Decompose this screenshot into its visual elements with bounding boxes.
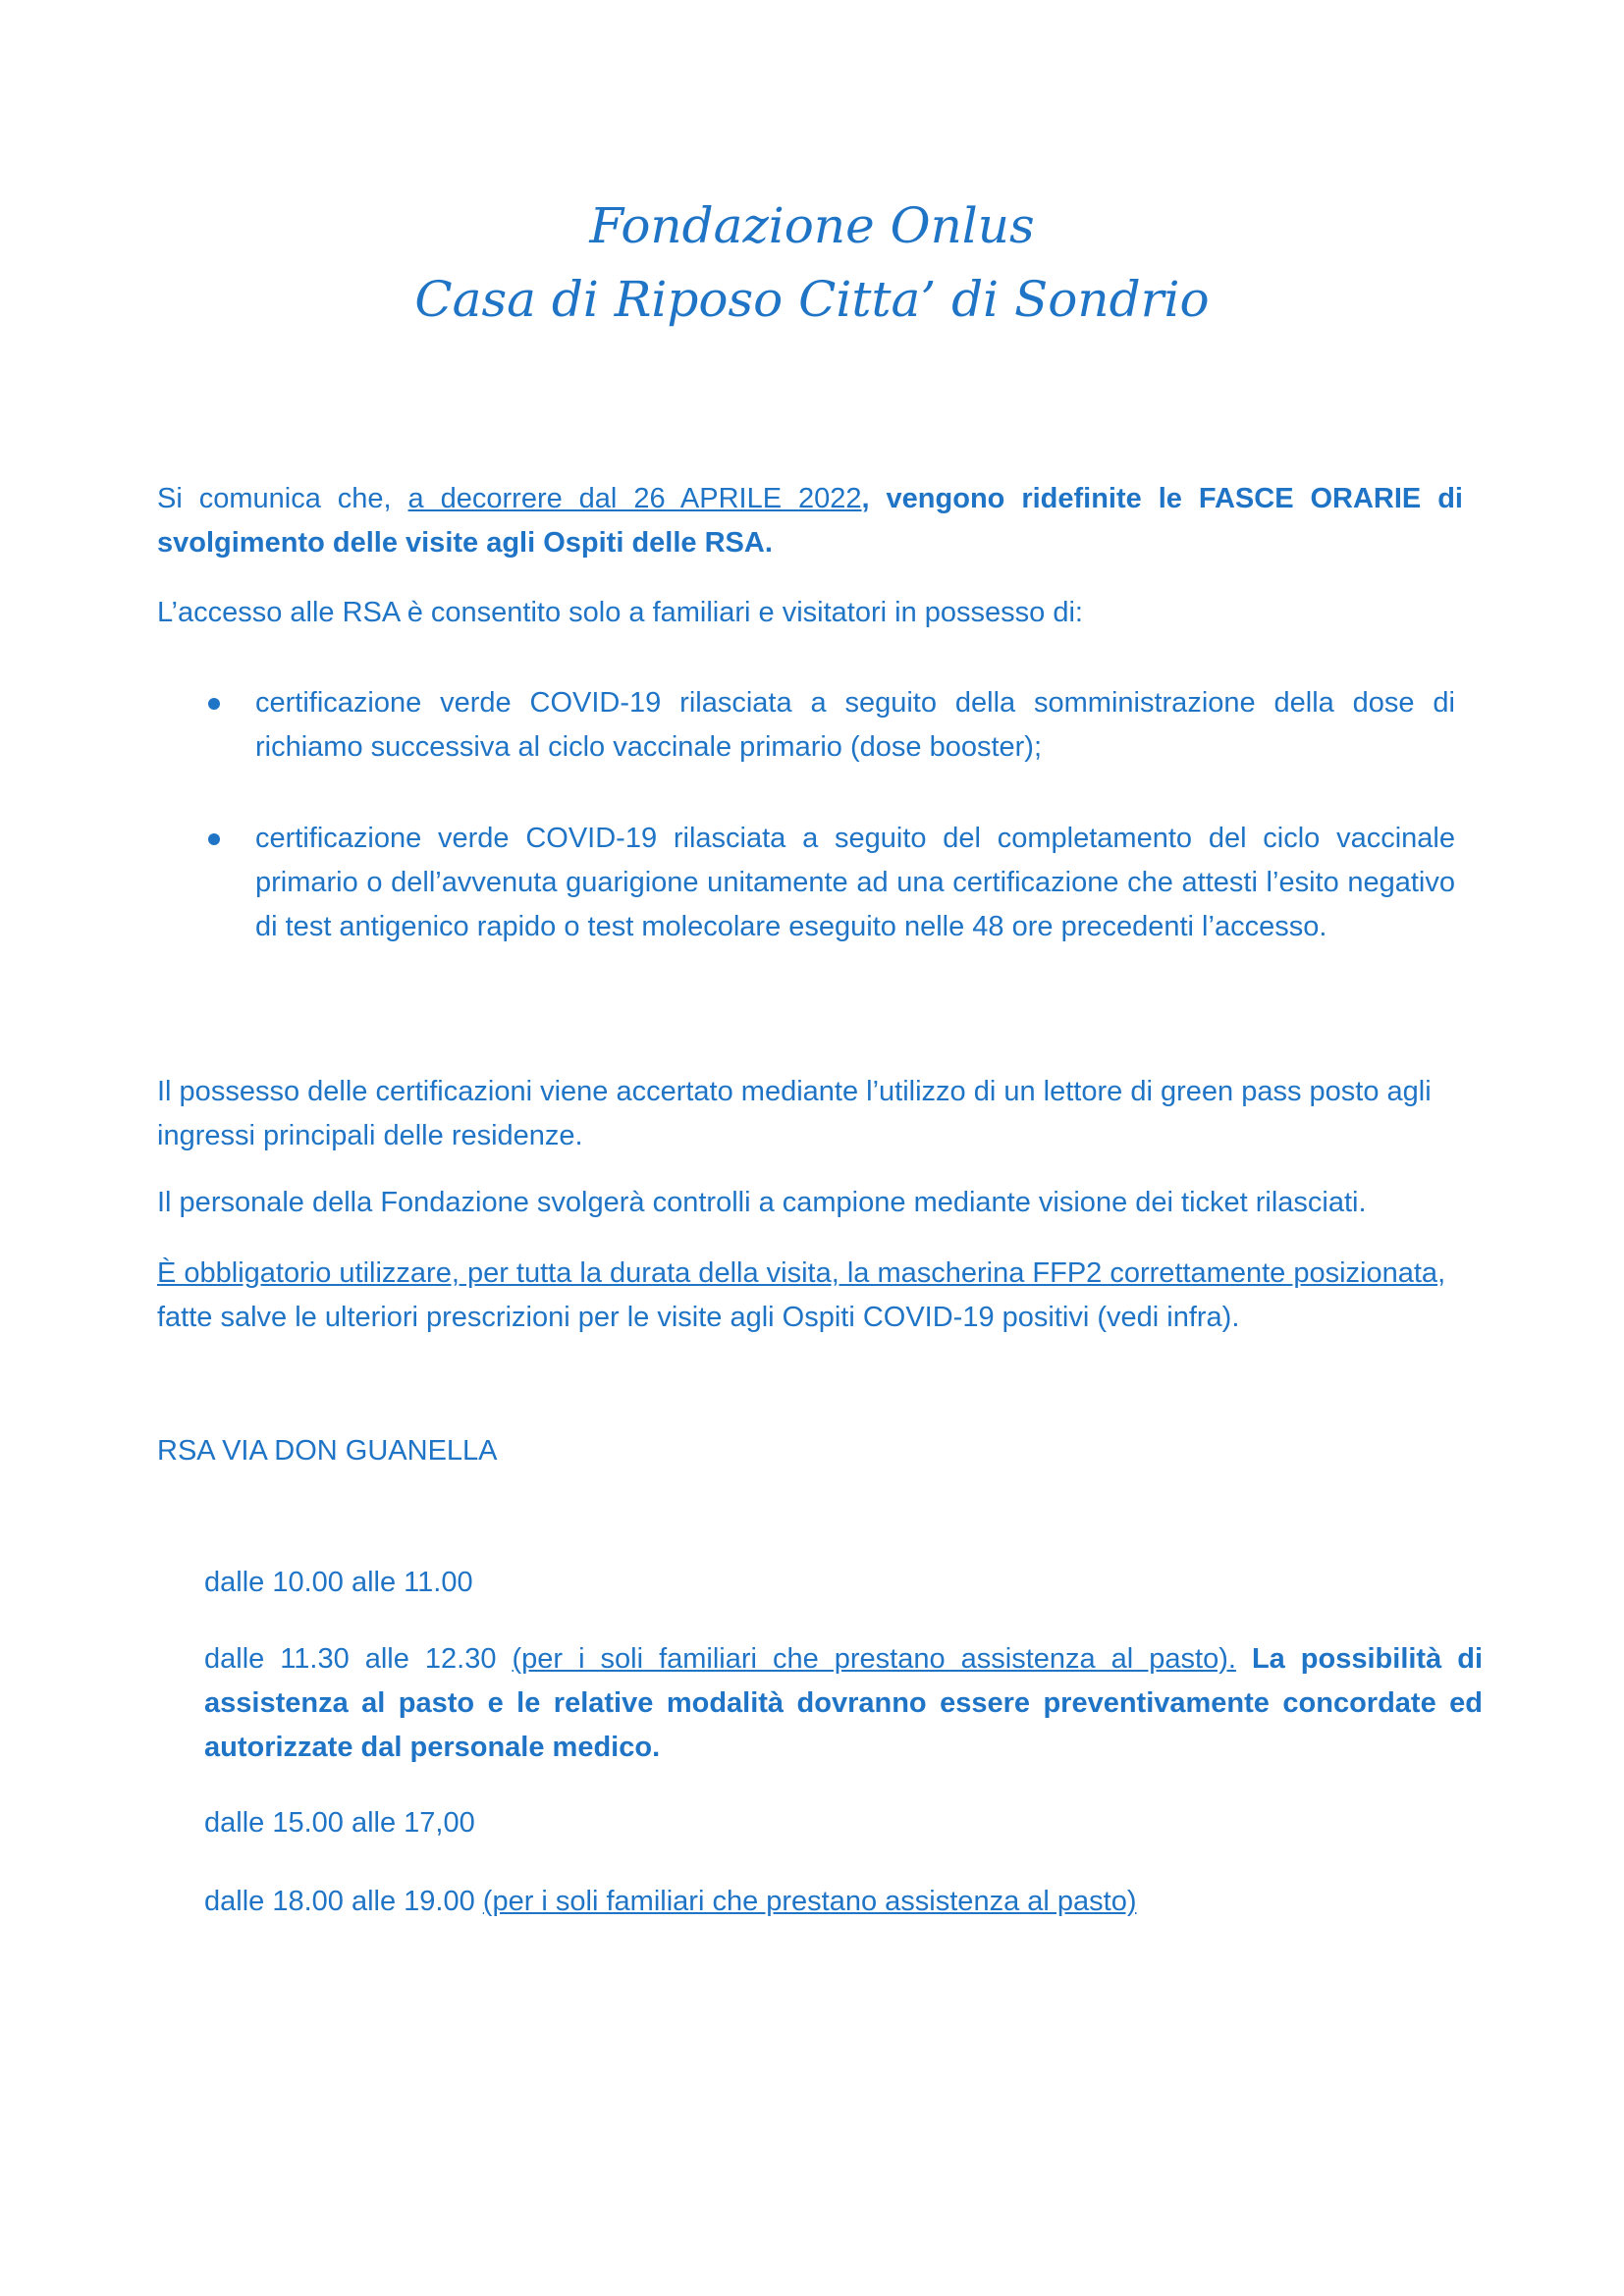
effective-date-link: a decorrere dal 26 APRILE 2022 [407,483,862,514]
schedule-slot-3: dalle 15.00 alle 17,00 [204,1807,475,1839]
slot-2-details: La possibilità di assistenza al pasto e le relative modalità dovranno essere preventivamente concordate ed autorizzate dal personale medico. [204,1643,1484,1763]
requirement-item-1: certificazione verde COVID-19 rilasciata a seguito della somministrazione della dose di richiamo successiva al ciclo vaccinale primario (dose booster); [255,687,1455,763]
title-line-2: Casa di Riposo Citta’ di Sondrio [414,271,1210,328]
mask-paragraph [157,1252,1463,1340]
mask-requirement-rest: , fatte salve le ulteriori prescrizioni per le visite agli Ospiti COVID-19 positivi (vedi infra). [157,1257,1446,1333]
bullet-icon [208,698,220,710]
schedule-slot-1: dalle 10.00 alle 11.00 [204,1567,473,1598]
section-title: RSA VIA DON GUANELLA [157,1435,498,1467]
intro-paragraph [157,477,1463,565]
staff-paragraph: Il personale della Fondazione svolgerà controlli a campione mediante visione dei ticket rilasciati. [157,1187,1367,1218]
bullet-icon [208,833,220,845]
access-paragraph: L’accesso alle RSA è consentito solo a familiari e visitatori in possesso di: [157,597,1083,628]
title-line-1: Fondazione Onlus [589,197,1035,254]
verification-paragraph: Il possesso delle certificazioni viene accertato mediante l’utilizzo di un lettore di green pass posto agli ingressi principali delle residenze. [157,1076,1432,1151]
slot-2-time: dalle 11.30 alle 12.30 [204,1643,513,1675]
slot-4-time: dalle 18.00 alle 19.00 [204,1886,483,1917]
intro-bold-text: , vengono ridefinite le FASCE ORARIE di svolgimento delle visite agli Ospiti delle RSA. [157,483,1463,559]
schedule-slot-2 [204,1637,1483,1770]
mask-requirement-underlined: È obbligatorio utilizzare, per tutta la durata della visita, la mascherina FFP2 correttamente posizionata [157,1257,1438,1289]
slot-4-note: (per i soli familiari che prestano assistenza al pasto) [482,1886,1137,1917]
schedule-slot-4 [204,1880,1483,1924]
slot-2-note: (per i soli familiari che prestano assistenza al pasto). [512,1643,1236,1675]
requirement-item-2: certificazione verde COVID-19 rilasciata a seguito del completamento del ciclo vaccinale primario o dell’avvenuta guarigione unitamente ad una certificazione che attesti l’esito negativo di test antigenico rapido o test molecolare eseguito nelle 48 ore precedenti l’accesso. [255,823,1455,942]
intro-text: Si comunica che, [157,483,408,514]
